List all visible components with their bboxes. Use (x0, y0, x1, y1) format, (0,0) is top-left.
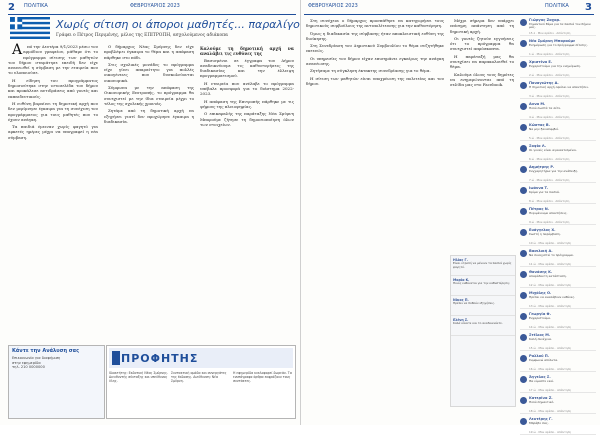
issue-date: ΦΕΒΡΟΥΑΡΙΟΣ 2023 (308, 3, 358, 9)
post-author: Θανάσης Κ. (529, 270, 553, 274)
page-number: 3 (585, 2, 592, 13)
post-author: Ιωάννα Τ. (529, 186, 549, 190)
post-text: Σωστή η παρέμβαση. (529, 231, 561, 236)
info-column: Η εφημερίδα κυκλοφορεί δωρεάν. Τα ενυπόγραφα άρθρα εκφράζουν τους συντάκτες. (233, 371, 292, 384)
paragraph: Ζητήσαμε τη σύγκληση έκτακτης συνεδρίασης για το θέμα. (310, 68, 431, 74)
avatar (520, 19, 527, 26)
avatar (520, 82, 527, 89)
info-column: Ιδιοκτήτης: Εκδοτική Νέας Σμύρνης. Διευθυντής σύνταξης και υπεύθυνος ύλης. (109, 371, 169, 384)
facebook-post (520, 249, 596, 267)
article-column-2 (104, 44, 194, 342)
masthead-info (109, 371, 293, 415)
post-author: Χριστίνα Ε. (529, 60, 553, 64)
post-meta: 14 ώ · Μου αρέσει · Απάντηση (529, 324, 572, 329)
drop-cap: Α (12, 42, 23, 58)
avatar (520, 376, 527, 383)
post-author: Στέλιος Μ. (529, 333, 551, 337)
post-meta: 17 ώ · Μου αρέσει · Απάντηση (529, 387, 572, 392)
right-page (300, 0, 600, 434)
paragraph: Καλούμε όλους τους δημότες να ενημερώνονται από τη σελίδα μας στο Facebook. (450, 71, 514, 88)
article-title: Χωρίς σίτιση οι άποροι μαθητές... παραλίγο (56, 18, 300, 31)
facebook-post (520, 354, 596, 372)
facebook-post (520, 60, 596, 78)
masthead-banner (109, 348, 293, 368)
facebook-post (520, 375, 596, 393)
paragraph: Όμως η διαδικασία της σύμβασης ήταν αποκλειστική ευθύνη της διοίκησης. (306, 30, 444, 41)
post-text: Ευχαριστούμε για την ενημέρωση. (529, 63, 581, 68)
comment-text: Ποιος ευθύνεται για την καθυστέρηση; (453, 281, 510, 285)
post-text: Ενημέρωση για το πρόγραμμα σίτισης. (529, 42, 588, 47)
post-meta: 11 ώ · Μου αρέσει · Απάντηση (529, 261, 572, 266)
post-author: Ραλλού Π. (529, 354, 550, 358)
post-author: Σοφία Λ. (529, 144, 547, 148)
post-author: Βασιλική Α. (529, 249, 553, 253)
paragraph: Στη συνέχεια ο δήμαρχος προσπάθησε να κατηγορήσει τους δημοτικούς συμβούλους της αντιπολίτευσης για την καθυστέρηση. (306, 18, 444, 29)
avatar (520, 145, 527, 152)
post-text: Σημαντικό θέμα για τα παιδιά του δήμου μας. (529, 21, 591, 30)
article-column-4 (306, 18, 444, 418)
facebook-post (520, 312, 596, 330)
greek-flag-icon (10, 17, 50, 39)
comment-text: Πρέπει να δοθούν εξηγήσεις. (453, 301, 496, 305)
paragraph: Η παράταξή μας θα συνεχίσει να παρακολουθεί το θέμα. (450, 53, 514, 70)
facebook-post (520, 291, 596, 309)
comment-text: Είναι ντροπή να μένουν τα παιδιά χωρίς φαγητό. (453, 261, 512, 269)
comment-author: Μαρία Κ. (453, 278, 470, 282)
post-author: Νέα Σμύρνη Μπορούμε (529, 39, 576, 43)
article-column-3 (200, 44, 294, 342)
post-meta: 15 ώ · Μου αρέσει · Απάντηση (529, 345, 572, 350)
avatar (520, 292, 527, 299)
advert-line: στην εφημερίδα (12, 360, 41, 365)
comment-author: Ηλίας Γ. (453, 258, 468, 262)
advert-strip (8, 345, 298, 417)
avatar (520, 124, 527, 131)
comment-author: Ελένη Σ. (453, 318, 469, 322)
facebook-post (520, 207, 596, 225)
paragraph: Σύμφωνα με την απόφαση της Οικονομικής Επιτροπής, το πρόγραμμα θα συνεχιστεί με την ίδια εταιρεία μέχρι το τέλος της σχολικής χρονιάς. (104, 85, 194, 106)
post-meta: 7 ώ · Μου αρέσει · Απάντηση (529, 177, 570, 182)
facebook-post (520, 165, 596, 183)
post-meta: 10 ώ · Μου αρέσει · Απάντηση (529, 240, 572, 245)
logo-mark-icon (112, 351, 120, 365)
post-text: Να συνεχιστεί το πρόγραμμα. (529, 252, 574, 257)
avatar (520, 313, 527, 320)
post-meta: 6 ώ · Μου αρέσει · Απάντηση (529, 156, 570, 161)
comments-screenshot (450, 255, 516, 407)
header-rule (304, 14, 594, 15)
post-text: Καλή συνέχεια. (529, 336, 552, 341)
post-text: Θα είμαστε εκεί. (529, 378, 555, 383)
paragraph: Ο δήμαρχος Νέας Σμύρνης δεν είχε προβλέψει έγκαιρα το θέμα και η απόφαση πάρθηκε στο πόδι. (104, 44, 194, 60)
post-text: Ευχαριστούμε. (529, 315, 552, 320)
paragraph: Στις σχολικές μονάδες το πρόγραμμα είχε γίνει απαραίτητο για πολλές οικογένειες που δυσκολεύονται οικονομικά. (104, 61, 194, 83)
post-text: Πολύ σωστά τα λέτε. (529, 105, 562, 110)
avatar (520, 208, 527, 215)
comment-author: Νίκος Π. (453, 298, 469, 302)
post-author: Άγγελος Σ. (529, 375, 551, 379)
avatar (520, 40, 527, 47)
post-text: Η δημοτική αρχή οφείλει να απαντήσει. (529, 84, 589, 89)
facebook-post (520, 39, 596, 57)
post-text: Πολύ σημαντικό. (529, 399, 555, 404)
info-column: Συντακτική ομάδα και συνεργάτες της έκδοσης. Διεύθυνση: Νέα Σμύρνη. (171, 371, 227, 384)
post-meta: 2 ώ · Μου αρέσει · Απάντηση (529, 72, 570, 77)
avatar (520, 103, 527, 110)
post-author: Κώστας Β. (529, 123, 550, 127)
post-text: Οι γονείς είναι αγανακτισμένοι. (529, 147, 578, 152)
paragraph: Τα παιδιά έμειναν χωρίς φαγητό για αρκετές ημέρες μέχρι να υπογραφεί η νέα σύμβαση. (8, 124, 98, 140)
paragraph: Η εταιρεία που ανέλαβε το πρόγραμμα υπέβαλε προσφορά για το διάστημα 2022-2023. (200, 80, 294, 97)
issue-date: ΦΕΒΡΟΥΑΡΙΟΣ 2023 (130, 3, 180, 9)
comment (451, 256, 515, 276)
avatar (520, 397, 527, 404)
paragraph: Ο επικεφαλής της παράταξης Νέα Σμύρνη Μπορούμε ζήτησε τη δημοσιοποίηση όλων των στοιχείων. (200, 111, 294, 127)
paragraph: πό την Δευτέρα 9/1/2023 μέσω του αρμόδιου γραφείου, μάθαμε ότι το πρόγραμμα σίτισης των μαθητών του δήμου σταμάτησε επειδή δεν είχε ανανεωθεί η σύμβαση με την εταιρεία που το υλοποιούσε. (8, 44, 98, 76)
post-text: Απαράδεκτη κατάσταση. (529, 273, 567, 278)
post-meta: 13 ώ · Μου αρέσει · Απάντηση (529, 303, 572, 308)
facebook-comments-column (520, 18, 596, 434)
post-author: Αννα Μ. (529, 102, 546, 106)
paragraph: Ζητάμε από τη δημοτική αρχή να εξηγήσει γιατί δεν προχώρησε έγκαιρα η διαδικασία. (104, 108, 194, 124)
avatar (520, 229, 527, 236)
paragraph: Οι γονείς ζητούν εγγυήσεις ότι το πρόγραμμα θα συνεχιστεί απρόσκοπτα. (450, 35, 514, 52)
facebook-post (520, 18, 596, 36)
post-author: Μιχάλης Ο. (529, 291, 552, 295)
post-author: Κατερίνα Ζ. (529, 396, 553, 400)
post-text: Πρέπει να αναλάβουν ευθύνες. (529, 294, 576, 299)
post-meta: 4 ώ · Μου αρέσει · Απάντηση (529, 114, 570, 119)
post-author: Παναγιώτης Δ. (529, 81, 559, 85)
advert-line: Επικοινωνία για διαφήμιση (12, 356, 61, 360)
subheading: Καλούμε τη δημοτική αρχή να αναλάβει τις ευθύνες της (200, 46, 294, 57)
post-text: Να μην ξανασυμβεί. (529, 126, 559, 131)
avatar (520, 418, 527, 425)
paragraph: Οι υπηρεσίες του δήμου είχαν επισημάνει εγκαίρως την ανάγκη ανανέωσης. (306, 55, 444, 67)
paragraph: Η απόφαση της Επιτροπής πάρθηκε με τις ψήφους της πλειοψηφίας. (200, 98, 294, 109)
paragraph: Η ευθύνη βαραίνει τη δημοτική αρχή που δεν μερίμνησε έγκαιρα για τη συνέχιση του προγράμματος για τους μαθητές που το έχουν ανάγκη. (8, 100, 98, 122)
post-meta: 16 ώ · Μου αρέσει · Απάντηση (529, 366, 572, 371)
masthead-box (106, 345, 296, 419)
avatar (520, 271, 527, 278)
post-meta: 3 ώ · Μου αρέσει · Απάντηση (529, 93, 570, 98)
comment (451, 296, 515, 316)
post-author: Πέτρος Ν. (529, 207, 550, 211)
paragraph: Στη Συνεδρίαση του Δημοτικού Συμβουλίου το θέμα συζητήθηκε εκτενώς. (306, 43, 444, 54)
paragraph: Η σίτιση των μαθητών είναι υποχρέωση της πολιτείας και του δήμου. (306, 75, 444, 86)
page-number: 2 (8, 2, 15, 13)
facebook-post (520, 333, 596, 351)
facebook-post (520, 123, 596, 141)
facebook-post (520, 102, 596, 120)
post-meta: 12 ώ · Μου αρέσει · Απάντηση (529, 282, 572, 287)
facebook-post (520, 186, 596, 204)
post-author: Γεωργία Φ. (529, 312, 551, 316)
newspaper-logo: ΠΡΟΦΗΤΗΣ (121, 352, 199, 365)
advert-box (8, 345, 105, 419)
article-column-5 (450, 18, 514, 250)
left-page (0, 0, 301, 425)
avatar (520, 166, 527, 173)
article-byline: Γράφει ο Πέτρος Περιμένης, μέλος της ΕΠΙΤΡΟΠΗ, ασχολούμενος αδιάκοπα (56, 33, 229, 38)
post-author: Δημήτρης Ρ. (529, 165, 555, 169)
header-rule (8, 14, 296, 15)
avatar (520, 187, 527, 194)
post-text: Συμφωνώ απόλυτα. (529, 357, 559, 362)
post-text: Συγχαρητήρια για την ανάδειξη. (529, 168, 579, 173)
post-meta: 1 ώ · Μου αρέσει · Απάντηση (529, 51, 570, 56)
avatar (520, 250, 527, 257)
post-meta: 8 ώ · Μου αρέσει · Απάντηση (529, 198, 570, 203)
paragraph: Η είδηση του προγράμματος δημοσιεύτηκε στην ιστοσελίδα του δήμου και προκάλεσε αντιδράσεις από γονείς και εκπαιδευτικούς. (8, 77, 98, 99)
post-meta: 18 ώ · Μου αρέσει · Απάντηση (529, 408, 572, 413)
paragraph: Μέχρι σήμερα δεν υπάρχει επίσημη απάντηση από τη δημοτική αρχή. (450, 18, 514, 34)
advert-title: Κάντε την Ανάλυση σας (12, 348, 80, 354)
post-meta: 9 ώ · Μου αρέσει · Απάντηση (529, 219, 570, 224)
avatar (520, 334, 527, 341)
comment-text: Καλά κάνετε και το αναδεικνύετε. (453, 321, 503, 325)
facebook-post (520, 417, 596, 435)
post-author: Ευάγγελος Χ. (529, 228, 556, 232)
post-text: Περιμένουμε απαντήσεις. (529, 210, 568, 215)
section-label: ΠΟΛΙΤΙΚΑ (545, 3, 569, 9)
post-author: Γιώργος Ζαχαρ. (529, 18, 561, 22)
comment (451, 316, 515, 336)
article-column-1 (8, 44, 98, 342)
post-meta: 19 ώ · Μου αρέσει · Απάντηση (529, 429, 572, 434)
facebook-post (520, 228, 596, 246)
facebook-post (520, 270, 596, 288)
advert-line: τηλ. 210 0000000 (12, 365, 45, 370)
facebook-post (520, 81, 596, 99)
facebook-post (520, 144, 596, 162)
post-text: Κρίμα για τα παιδιά. (529, 189, 560, 194)
post-author: Λευτέρης Γ. (529, 417, 553, 421)
avatar (520, 355, 527, 362)
paragraph: Βασισμένοι σε έγγραφα του Δήμου αναδεικνύουμε τις καθυστερήσεις της διαδικασίας και την έλλειψη προγραμματισμού. (200, 57, 294, 79)
post-text: Μπράβο σας. (529, 420, 549, 425)
section-label: ΠΟΛΙΤΙΚΑ (24, 3, 48, 9)
post-meta: 15 λ · Μου αρέσει · Απάντηση (529, 30, 571, 35)
post-meta: 5 ώ · Μου αρέσει · Απάντηση (529, 135, 570, 140)
avatar (520, 61, 527, 68)
facebook-post (520, 396, 596, 414)
comment (451, 276, 515, 296)
